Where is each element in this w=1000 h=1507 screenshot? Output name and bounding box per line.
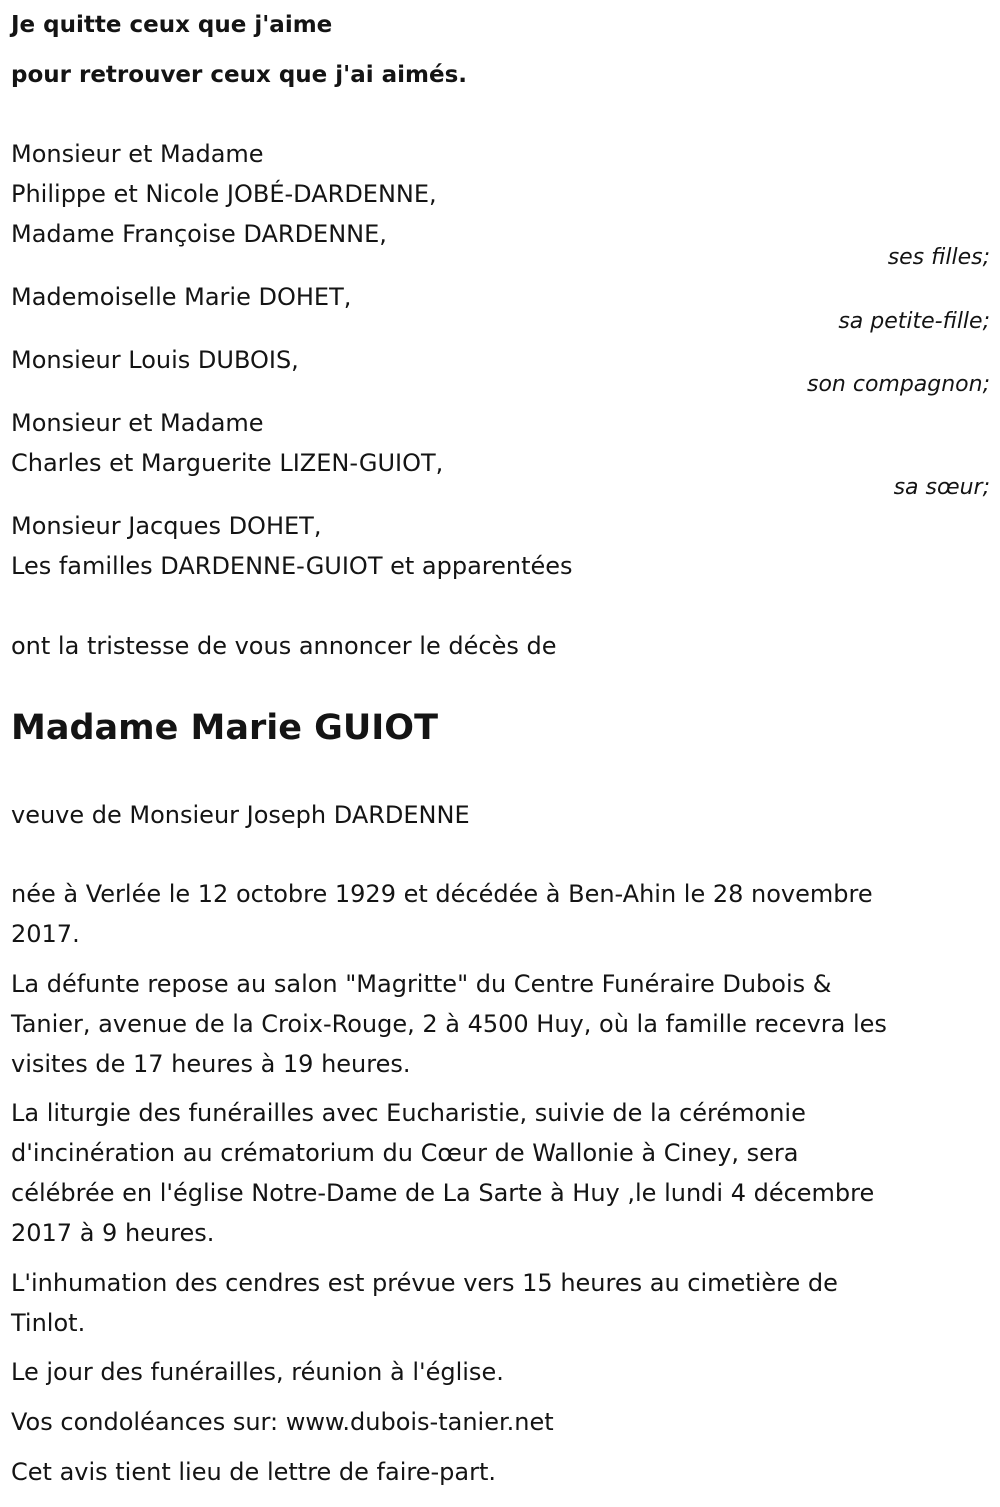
burial-line-2: Tinlot.	[11, 1309, 86, 1337]
role-sister: sa sœur;	[893, 475, 990, 500]
family-daughter-2: Madame Françoise DARDENNE,	[11, 220, 387, 248]
condolences-line: Vos condoléances sur: www.dubois-tanier.net	[11, 1408, 554, 1436]
liturgy-line-4: 2017 à 9 heures.	[11, 1219, 215, 1247]
birth-death-line-2: 2017.	[11, 920, 80, 948]
rests-line-3: visites de 17 heures à 19 heures.	[11, 1050, 411, 1078]
family-daughter-1b: Philippe et Nicole JOBÉ-DARDENNE,	[11, 180, 437, 208]
quote-line-2: pour retrouver ceux que j'ai aimés.	[11, 62, 468, 88]
burial-line-1: L'inhumation des cendres est prévue vers 15 heures au cimetière de	[11, 1269, 838, 1297]
family-other-1: Monsieur Jacques DOHET,	[11, 512, 322, 540]
meeting-note: Le jour des funérailles, réunion à l'église.	[11, 1358, 504, 1386]
liturgy-line-3: célébrée en l'église Notre-Dame de La Sarte à Huy ,le lundi 4 décembre	[11, 1179, 875, 1207]
family-other-2: Les familles DARDENNE-GUIOT et apparentées	[11, 552, 573, 580]
role-companion: son compagnon;	[806, 372, 990, 397]
family-granddaughter: Mademoiselle Marie DOHET,	[11, 283, 352, 311]
role-granddaughter: sa petite-fille;	[838, 309, 990, 334]
liturgy-line-2: d'incinération au crématorium du Cœur de Wallonie à Ciney, sera	[11, 1139, 799, 1167]
family-companion: Monsieur Louis DUBOIS,	[11, 346, 299, 374]
rests-line-2: Tanier, avenue de la Croix-Rouge, 2 à 4500 Huy, où la famille recevra les	[11, 1010, 887, 1038]
family-sister-2: Charles et Marguerite LIZEN-GUIOT,	[11, 449, 444, 477]
family-sister-1: Monsieur et Madame	[11, 409, 264, 437]
role-daughters: ses filles;	[887, 245, 990, 270]
birth-death-line-1: née à Verlée le 12 octobre 1929 et décédée à Ben-Ahin le 28 novembre	[11, 880, 873, 908]
deceased-name: Madame Marie GUIOT	[11, 708, 438, 748]
family-daughter-1a: Monsieur et Madame	[11, 140, 264, 168]
rests-line-1: La défunte repose au salon "Magritte" du Centre Funéraire Dubois &	[11, 970, 832, 998]
widow-of: veuve de Monsieur Joseph DARDENNE	[11, 801, 470, 829]
quote-line-1: Je quitte ceux que j'aime	[11, 12, 333, 38]
announcement: ont la tristesse de vous annoncer le décès de	[11, 632, 557, 660]
liturgy-line-1: La liturgie des funérailles avec Eucharistie, suivie de la cérémonie	[11, 1099, 806, 1127]
notice-line: Cet avis tient lieu de lettre de faire-part.	[11, 1458, 496, 1486]
